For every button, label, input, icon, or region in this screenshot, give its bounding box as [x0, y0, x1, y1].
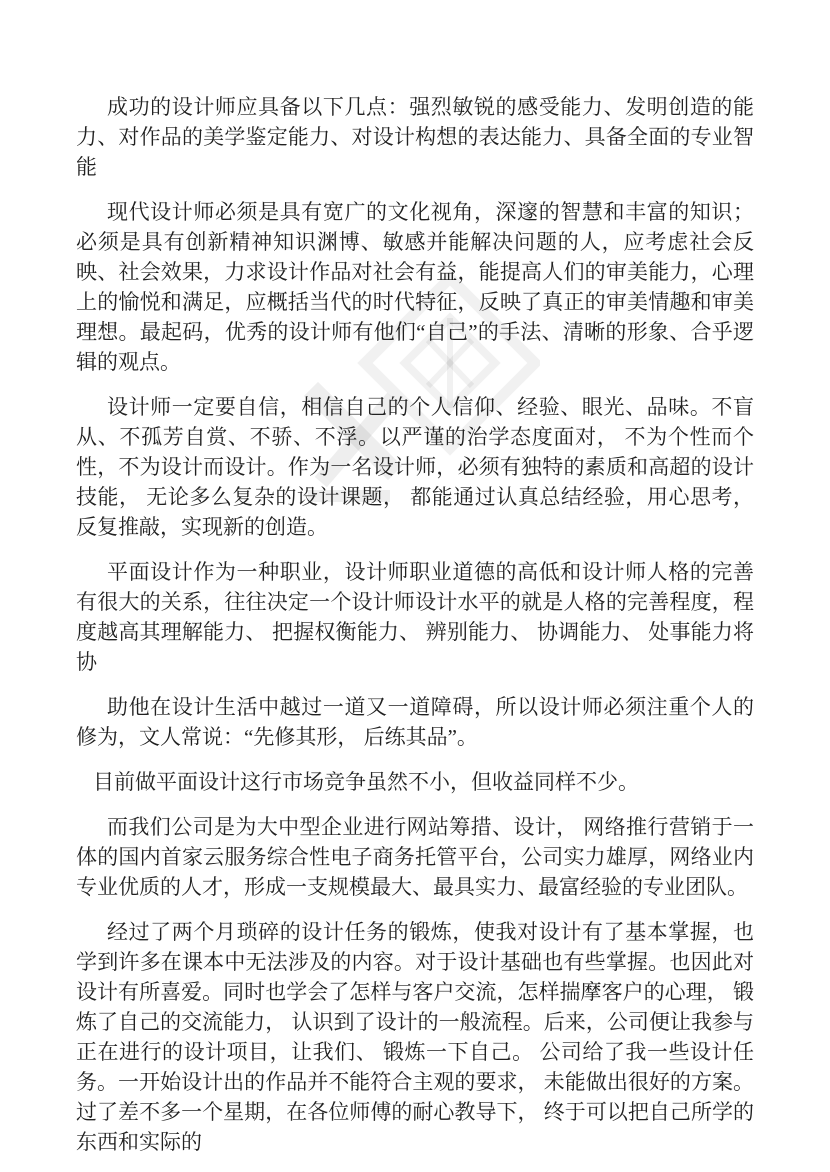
- paragraph-3: 设计师一定要自信，相信自己的个人信仰、经验、眼光、品味。不盲从、不孤芳自赏、不骄、不浮。以严谨的治学态度面对， 不为个性而个性，不为设计而设计。作为一名设计师，必须有独特的素质和高超的设计技能， 无论多么复杂的设计课题， 都能通过认真总结经验，用心思考，反复推敲，实现新的创造。: [76, 395, 754, 539]
- document-body: [76, 92, 754, 1172]
- paragraph-4: 平面设计作为一种职业，设计师职业道德的高低和设计师人格的完善有很大的关系，往往决定一个设计师设计水平的就是人格的完善程度，程度越高其理解能力、 把握权衡能力、 辨别能力、 协调能力、 处事能力将协: [76, 560, 754, 674]
- paragraph-6: 目前做平面设计这行市场竞争虽然不小，但收益同样不少。: [93, 770, 639, 794]
- paragraph-7: 而我们公司是为大中型企业进行网站筹措、设计， 网络推行营销于一体的国内首家云服务综合性电子商务托管平台，公司实力雄厚，网络业内专业优质的人才，形成一支规模最大、最具实力、最富经验的专业团队。: [76, 815, 754, 899]
- paragraph-2: 现代设计师必须是具有宽广的文化视角，深邃的智慧和丰富的知识；必须是具有创新精神知识渊博、敏感并能解决问题的人，应考虑社会反映、社会效果，力求设计作品对社会有益，能提高人们的审美能力，心理上的愉悦和满足，应概括当代的时代特征，反映了真正的审美情趣和审美理想。最起码，优秀的设计师有他们“自己”的手法、清晰的形象、合乎逻辑的观点。: [76, 200, 754, 374]
- paragraph-5: 助他在设计生活中越过一道又一道障碍，所以设计师必须注重个人的修为，文人常说：“先修其形， 后练其品”。: [76, 695, 754, 749]
- paragraph-1: 成功的设计师应具备以下几点：强烈敏锐的感受能力、发明创造的能力、对作品的美学鉴定能力、对设计构想的表达能力、具备全面的专业智能: [76, 95, 754, 179]
- paragraph-8: 经过了两个月琐碎的设计任务的锻炼，使我对设计有了基本掌握，也学到许多在课本中无法涉及的内容。对于设计基础也有些掌握。也因此对设计有所喜爱。同时也学会了怎样与客户交流，怎样揣摩客户的心理， 锻炼了自己的交流能力， 认识到了设计的一般流程。后来，公司便让我参与正在进行的设计项目，让我们、 锻炼一下自己。 公司给了我一些设计任务。一开始设计出的作品并不能符合主观的要求， 未能做出很好的方案。过了差不多一个星期，在各位师傅的耐心教导下， 终于可以把自己所学的东西和实际的: [76, 920, 754, 1154]
